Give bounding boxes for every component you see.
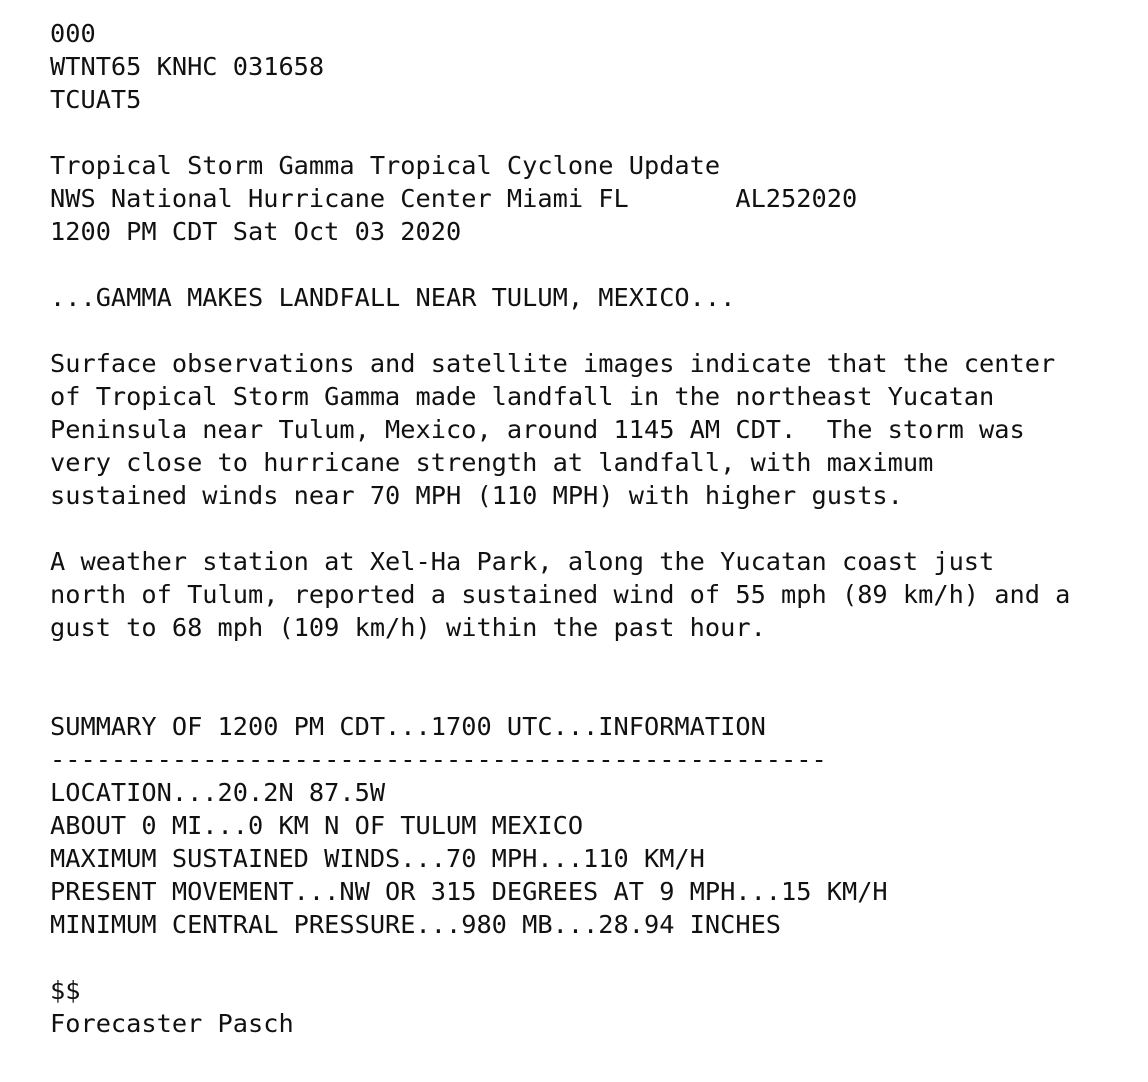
- blank-line: [50, 314, 1070, 347]
- blank-line: [50, 512, 1070, 545]
- title-line-2: NWS National Hurricane Center Miami FL AL252020: [50, 184, 858, 213]
- header-line-3: TCUAT5: [50, 85, 142, 114]
- advisory-text: [50, 17, 1070, 1040]
- blank-line: [50, 677, 1070, 710]
- footer-terminator: $$: [50, 976, 81, 1005]
- paragraph1-line: of Tropical Storm Gamma made landfall in the northeast Yucatan: [50, 382, 995, 411]
- paragraph2-line: A weather station at Xel-Ha Park, along the Yucatan coast just: [50, 547, 995, 576]
- blank-line: [50, 941, 1070, 974]
- header-line-1: 000: [50, 19, 96, 48]
- summary-max-winds: MAXIMUM SUSTAINED WINDS...70 MPH...110 KM/H: [50, 844, 705, 873]
- summary-about: ABOUT 0 MI...0 KM N OF TULUM MEXICO: [50, 811, 584, 840]
- footer-forecaster: Forecaster Pasch: [50, 1009, 294, 1038]
- header-line-2: WTNT65 KNHC 031658: [50, 52, 325, 81]
- blank-line: [50, 248, 1070, 281]
- paragraph1-line: Peninsula near Tulum, Mexico, around 1145 AM CDT. The storm was: [50, 415, 1025, 444]
- paragraph1-line: Surface observations and satellite images indicate that the center: [50, 349, 1056, 378]
- paragraph1-line: sustained winds near 70 MPH (110 MPH) with higher gusts.: [50, 481, 903, 510]
- title-line-1: Tropical Storm Gamma Tropical Cyclone Update: [50, 151, 721, 180]
- summary-heading: SUMMARY OF 1200 PM CDT...1700 UTC...INFORMATION: [50, 712, 766, 741]
- headline: ...GAMMA MAKES LANDFALL NEAR TULUM, MEXICO...: [50, 283, 736, 312]
- summary-pressure: MINIMUM CENTRAL PRESSURE...980 MB...28.94 INCHES: [50, 910, 782, 939]
- blank-line: [50, 644, 1070, 677]
- paragraph2-line: north of Tulum, reported a sustained wind of 55 mph (89 km/h) and a: [50, 580, 1071, 609]
- title-line-3: 1200 PM CDT Sat Oct 03 2020: [50, 217, 462, 246]
- summary-divider: ---------------------------------------------------: [50, 745, 827, 774]
- paragraph1-line: very close to hurricane strength at landfall, with maximum: [50, 448, 934, 477]
- summary-movement: PRESENT MOVEMENT...NW OR 315 DEGREES AT 9 MPH...15 KM/H: [50, 877, 888, 906]
- blank-line: [50, 116, 1070, 149]
- paragraph2-line: gust to 68 mph (109 km/h) within the past hour.: [50, 613, 766, 642]
- summary-location: LOCATION...20.2N 87.5W: [50, 778, 386, 807]
